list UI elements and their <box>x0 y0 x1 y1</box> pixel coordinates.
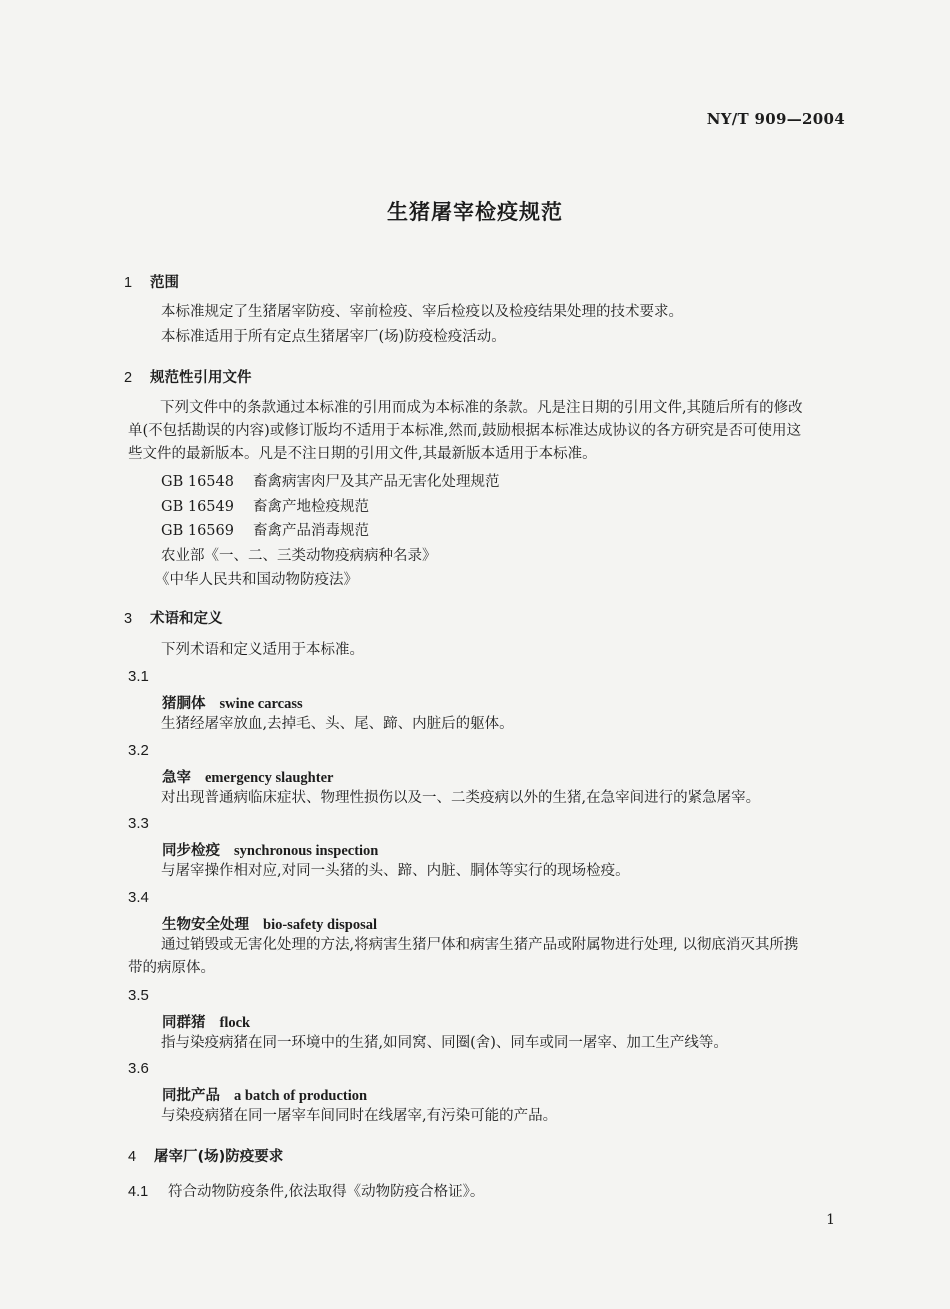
reference-code: GB 16549 <box>161 499 234 515</box>
sub-clause <box>128 1181 484 1204</box>
clause-number: 4.1 <box>128 1184 149 1200</box>
term-number: 3.4 <box>128 889 149 906</box>
term-en: emergency slaughter <box>205 770 334 786</box>
term-number: 3.5 <box>128 987 149 1004</box>
term-heading <box>162 913 377 934</box>
reference-item <box>161 471 500 494</box>
term-heading <box>162 1084 367 1105</box>
section-number: 1 <box>124 275 133 291</box>
term-cn: 猪胴体 <box>162 696 206 712</box>
reference-item: 《中华人民共和国动物防疫法》 <box>155 572 358 588</box>
term-heading <box>162 839 378 860</box>
reference-title: 畜禽产地检疫规范 <box>253 499 369 515</box>
term-definition: 生猪经屠宰放血,去掉毛、头、尾、蹄、内脏后的躯体。 <box>161 716 514 732</box>
reference-item <box>161 520 369 543</box>
paragraph: 下列文件中的条款通过本标准的引用而成为本标准的条款。凡是注日期的引用文件,其随后所有的修改单(不包括勘误的内容)或修订版均不适用于本标准,然而,鼓励根据本标准达成协议的各方研究是否可使用这些文件的最新版本。凡是不注日期的引用文件,其最新版本适用于本标准。 <box>128 400 803 462</box>
term-en: bio-safety disposal <box>263 917 378 933</box>
page-title: 生猪屠宰检疫规范 <box>387 200 563 224</box>
term-cn: 同批产品 <box>162 1088 220 1104</box>
section-2-heading <box>124 366 252 387</box>
section-title: 屠宰厂(场)防疫要求 <box>154 1149 284 1165</box>
section-3-heading <box>124 607 223 628</box>
term-cn: 同群猪 <box>162 1015 206 1031</box>
term-definition: 通过销毁或无害化处理的方法,将病害生猪尸体和病害生猪产品或附属物进行处理, 以彻底消灭其所携带的病原体。 <box>128 937 799 976</box>
paragraph: 下列术语和定义适用于本标准。 <box>161 642 364 658</box>
term-number: 3.1 <box>128 668 149 685</box>
section-number: 2 <box>124 370 133 386</box>
section-number: 3 <box>124 611 133 627</box>
term-definition: 与屠宰操作相对应,对同一头猪的头、蹄、内脏、胴体等实行的现场检疫。 <box>161 863 630 879</box>
term-number: 3.6 <box>128 1060 149 1077</box>
term-definition: 与染疫病猪在同一屠宰车间同时在线屠宰,有污染可能的产品。 <box>161 1108 558 1124</box>
reference-item <box>161 496 369 519</box>
term-definition: 指与染疫病猪在同一环境中的生猪,如同窝、同圈(舍)、同车或同一屠宰、加工生产线等。 <box>161 1035 728 1051</box>
term-cn: 急宰 <box>162 770 191 786</box>
reference-title: 畜禽产品消毒规范 <box>253 523 369 539</box>
paragraph: 本标准适用于所有定点生猪屠宰厂(场)防疫检疫活动。 <box>161 329 506 345</box>
section-number: 4 <box>128 1149 137 1165</box>
term-en: swine carcass <box>219 696 303 712</box>
section-1-heading <box>124 271 179 292</box>
section-title: 术语和定义 <box>150 611 223 627</box>
clause-text: 符合动物防疫条件,依法取得《动物防疫合格证》。 <box>168 1184 485 1200</box>
standard-code: NY/T 909—2004 <box>706 110 845 128</box>
term-en: synchronous inspection <box>234 843 379 859</box>
page-number: 1 <box>826 1212 835 1228</box>
reference-code: GB 16569 <box>161 523 234 539</box>
section-title: 范围 <box>150 275 179 291</box>
term-heading <box>162 1011 250 1032</box>
section-title: 规范性引用文件 <box>150 370 252 386</box>
reference-item: 农业部《一、二、三类动物疫病病种名录》 <box>161 548 437 564</box>
term-number: 3.2 <box>128 742 149 759</box>
term-definition: 对出现普通病临床症状、物理性损伤以及一、二类疫病以外的生猪,在急宰间进行的紧急屠宰。 <box>161 790 761 806</box>
section-4-heading <box>128 1145 283 1166</box>
reference-title: 畜禽病害肉尸及其产品无害化处理规范 <box>253 474 500 490</box>
reference-code: GB 16548 <box>161 474 234 490</box>
term-heading <box>162 692 303 713</box>
term-number: 3.3 <box>128 815 149 832</box>
term-en: flock <box>219 1015 251 1031</box>
term-cn: 生物安全处理 <box>162 917 249 933</box>
term-heading <box>162 766 333 787</box>
term-en: a batch of production <box>234 1088 368 1104</box>
paragraph: 本标准规定了生猪屠宰防疫、宰前检疫、宰后检疫以及检疫结果处理的技术要求。 <box>161 304 683 320</box>
term-cn: 同步检疫 <box>162 843 220 859</box>
